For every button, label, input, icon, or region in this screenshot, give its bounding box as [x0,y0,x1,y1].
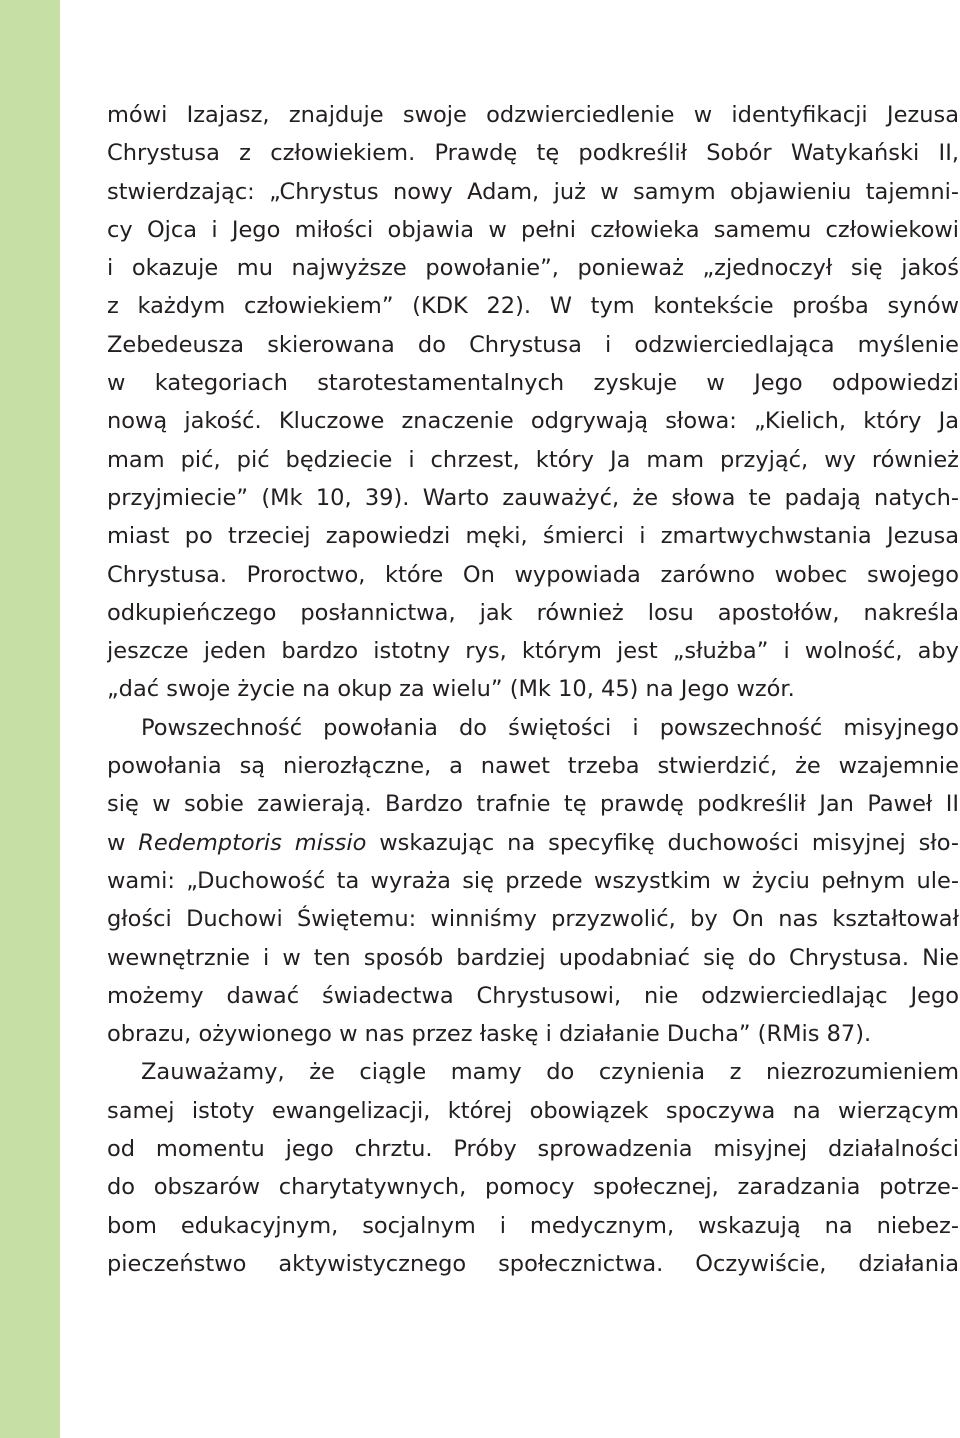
text-line: Zauważamy, że ciągle mamy do czynienia z niezrozumieniem [141,1059,959,1086]
text-line: Chrystusa z człowiekiem. Prawdę tę podkreślił Sobór Watykański II, [107,140,959,167]
text-line: cy Ojca i Jego miłości objawia w pełni człowieka samemu człowiekowi [107,216,959,243]
paragraph-3 [107,1053,959,1283]
text-line: bom edukacyjnym, socjalnym i medycznym, wskazują na niebez- [107,1212,959,1239]
text-line: przyjmiecie” (Mk 10, 39). Warto zauważyć, że słowa te padają natych- [107,484,959,511]
italic-document-title: Redemptoris missio [138,829,367,856]
text-line: Powszechność powołania do świętości i powszechność misyjnego [141,714,959,741]
text-line: wami: „Duchowość ta wyraża się przede wszystkim w życiu pełnym ule- [107,867,959,894]
text-line: „dać swoje życie na okup za wielu” (Mk 10, 45) na Jego wzór. [107,676,795,703]
paragraph-1 [107,96,959,709]
paragraph-2 [107,709,959,1054]
text-line: od momentu jego chrztu. Próby sprowadzenia misyjnej działalności [107,1136,959,1163]
text-line: samej istoty ewangelizacji, której obowiązek spoczywa na wierzącym [107,1097,959,1124]
text-line: mam pić, pić będziecie i chrzest, który Ja mam przyjąć, wy również [107,446,959,473]
body-text [107,96,959,1283]
text-line: powołania są nierozłączne, a nawet trzeba stwierdzić, że wzajemnie [107,753,959,780]
text-line: stwierdzając: „Chrystus nowy Adam, już w samym objawieniu tajemni- [107,178,959,205]
text-line: miast po trzeciej zapowiedzi męki, śmierci i zmartwychwstania Jezusa [107,523,959,550]
text-line: wewnętrznie i w ten sposób bardziej upodabniać się do Chrystusa. Nie [107,944,959,971]
text-line: nową jakość. Kluczowe znaczenie odgrywają słowa: „Kielich, który Ja [107,408,959,435]
text-line: jeszcze jeden bardzo istotny rys, którym jest „służba” i wolność, aby [107,638,959,665]
text-line: obrazu, ożywionego w nas przez łaskę i działanie Ducha” (RMis 87). [107,1021,872,1048]
text-line: do obszarów charytatywnych, pomocy społecznej, zaradzania potrze- [107,1174,959,1201]
text-line: z każdym człowiekiem” (KDK 22). W tym kontekście prośba synów [107,293,959,320]
side-color-stripe [0,0,60,1438]
text-line: mówi Izajasz, znajduje swoje odzwierciedlenie w identyfikacji Jezusa [107,102,959,128]
text-line: głości Duchowi Świętemu: winniśmy przyzwolić, by On nas kształtował [107,906,959,933]
text-line: pieczeństwo aktywistycznego społecznictwa. Oczywiście, działania [107,1250,959,1277]
text-line: Zebedeusza skierowana do Chrystusa i odzwierciedlająca myślenie [107,331,959,358]
text-line: możemy dawać świadectwa Chrystusowi, nie odzwierciedlając Jego [107,982,959,1009]
text-line-with-italic-title [107,824,959,862]
text-segment: wskazując na specyfikę duchowości misyjnej sło- [366,829,959,856]
text-line: w kategoriach starotestamentalnych zyskuje w Jego odpowiedzi [107,370,959,397]
text-segment: w [107,829,139,856]
text-line: i okazuje mu najwyższe powołanie”, ponieważ „zjednoczył się jakoś [107,255,959,282]
text-line: odkupieńczego posłannictwa, jak również losu apostołów, nakreśla [107,599,959,626]
text-line: się w sobie zawierają. Bardzo trafnie tę prawdę podkreślił Jan Paweł II [107,791,959,818]
text-line: Chrystusa. Proroctwo, które On wypowiada zarówno wobec swojego [107,561,959,588]
